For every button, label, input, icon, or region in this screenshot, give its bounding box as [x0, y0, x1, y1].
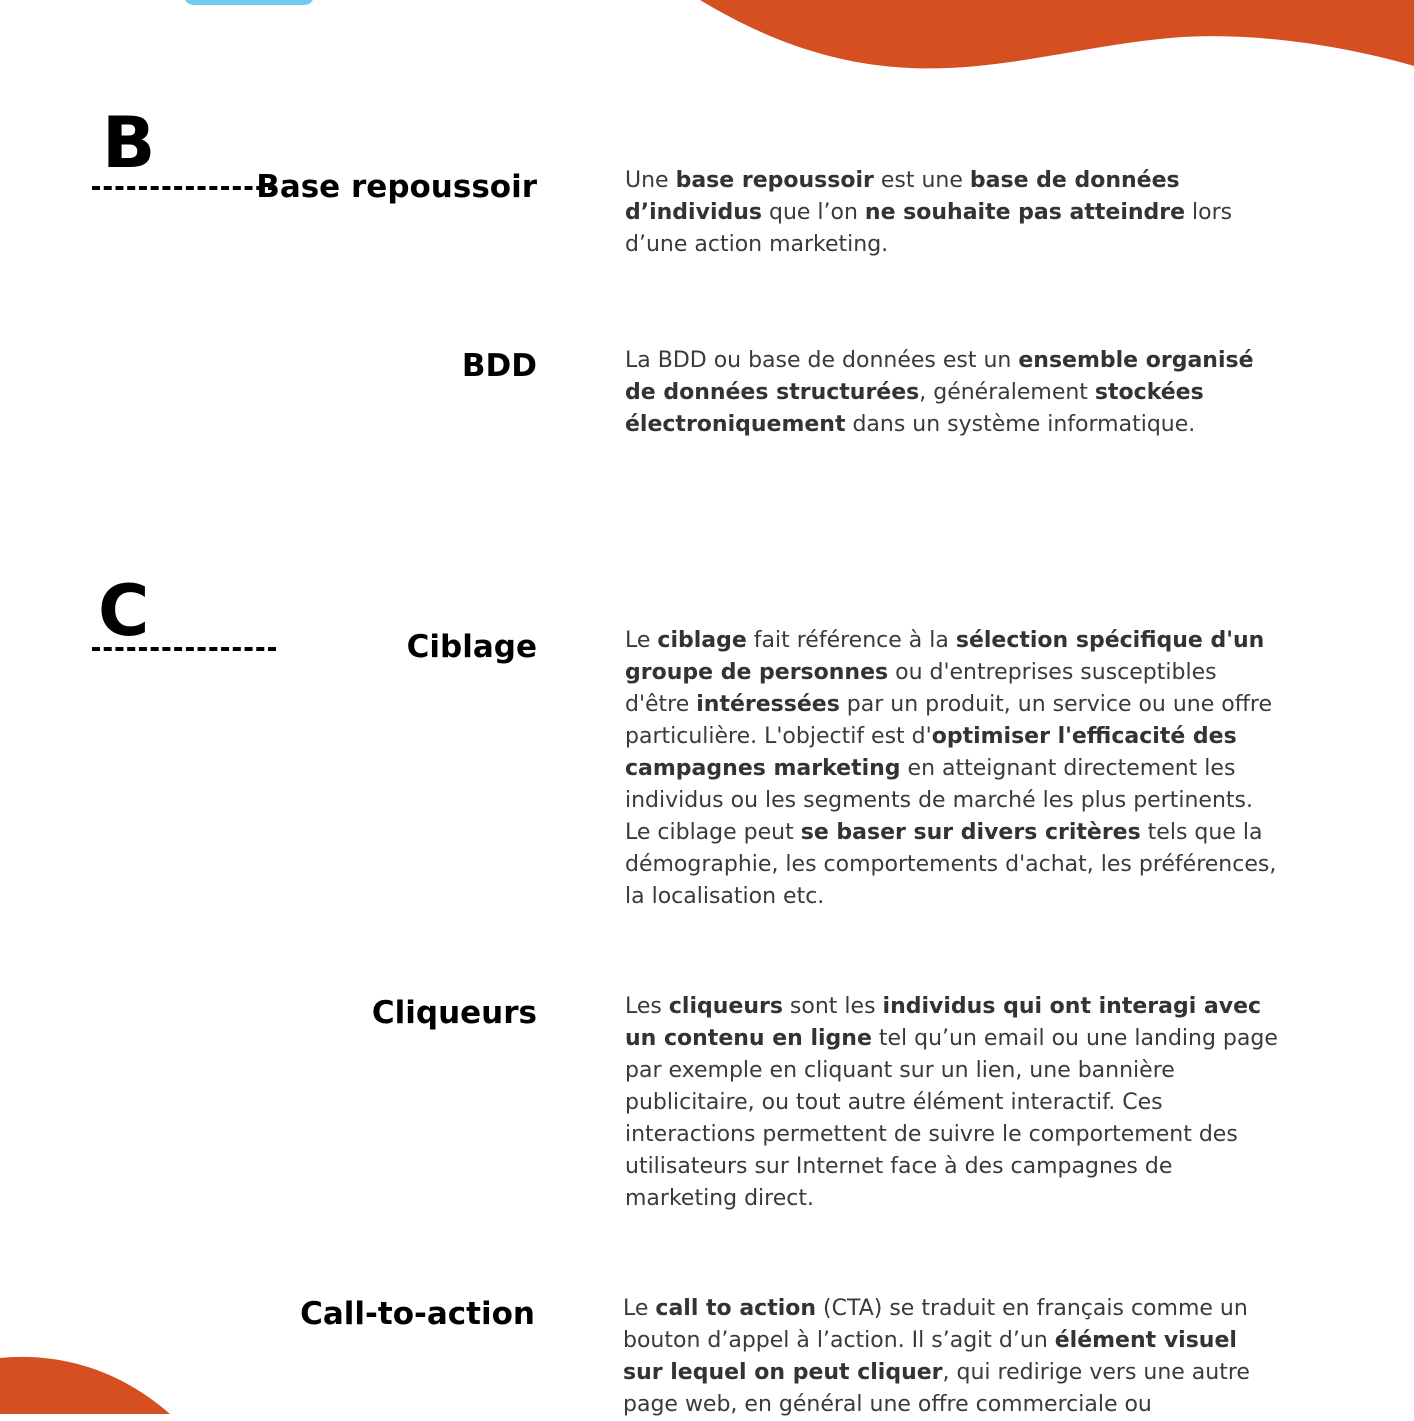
section-divider-b [92, 186, 276, 190]
section-letter-c: C [98, 570, 150, 652]
section-divider-c [92, 647, 276, 651]
definition-ciblage: Le ciblage fait référence à la sélection spécifique d'un groupe de personnes ou d'entreprises susceptibles d'être intéressées par un produit, un service ou une offre particulière. L'objectif est d'optimiser l'efficacité des campagnes marketing en atteignant directement les individus ou les segments de marché les plus pertinents. Le ciblage peut se baser sur divers critères tels que la démographie, les comportements d'achat, les préférences, la localisation etc. [625, 628, 1277, 909]
definition-keyword: stockées électroniquement [625, 380, 1204, 437]
definition-keyword: individus qui ont interagi avec un contenu en ligne [625, 994, 1262, 1051]
top-blue-pill-decoration [184, 0, 314, 5]
definition-keyword: ciblage [657, 628, 747, 653]
term-base-repoussoir: Base repoussoir [256, 169, 537, 205]
definition-keyword: call to action [655, 1296, 817, 1321]
definition-keyword: sélection spécifique d'un groupe de personnes [625, 628, 1265, 685]
definition-keyword: cliqueurs [668, 994, 783, 1019]
bottom-orange-wave-decoration [0, 1350, 180, 1414]
definition-keyword: ensemble organisé de données structurées [625, 348, 1254, 405]
definition-keyword: se baser sur divers critères [800, 820, 1141, 845]
definition-keyword: ne souhaite pas atteindre [864, 200, 1186, 225]
definition-keyword: base de données d’individus [625, 168, 1180, 225]
definition-keyword: optimiser l'efficacité des campagnes marketing [625, 724, 1237, 781]
definition-base-repoussoir: Une base repoussoir est une base de données d’individus que l’on ne souhaite pas atteindre lors d’une action marketing. [625, 168, 1233, 257]
term-call-to-action: Call-to-action [300, 1296, 535, 1332]
definition-keyword: intéressées [696, 692, 840, 717]
definition-keyword: base repoussoir [675, 168, 874, 193]
term-bdd: BDD [461, 348, 537, 384]
definition-cliqueurs: Les cliqueurs sont les individus qui ont interagi avec un contenu en ligne tel qu’un email ou une landing page par exemple en cliquant sur un lien, une bannière publicitaire, ou tout autre élément interactif. Ces interactions permettent de suivre le comportement des utilisateurs sur Internet face à des campagnes de marketing direct. [625, 994, 1278, 1211]
definition-bdd: La BDD ou base de données est un ensemble organisé de données structurées, généralement stockées électroniquement dans un système informatique. [625, 348, 1254, 437]
top-orange-wave-decoration [700, 0, 1414, 80]
definition-call-to-action: Le call to action (CTA) se traduit en français comme un bouton d’appel à l’action. Il s’agit d’un élément visuel sur lequel on peut cliquer, qui redirige vers une autre page web, en général une offre commerciale ou [623, 1296, 1250, 1417]
definition-keyword: élément visuel sur lequel on peut cliquer [623, 1328, 1237, 1385]
term-cliqueurs: Cliqueurs [371, 995, 537, 1031]
term-ciblage: Ciblage [406, 629, 537, 665]
section-letter-b: B [102, 102, 156, 184]
